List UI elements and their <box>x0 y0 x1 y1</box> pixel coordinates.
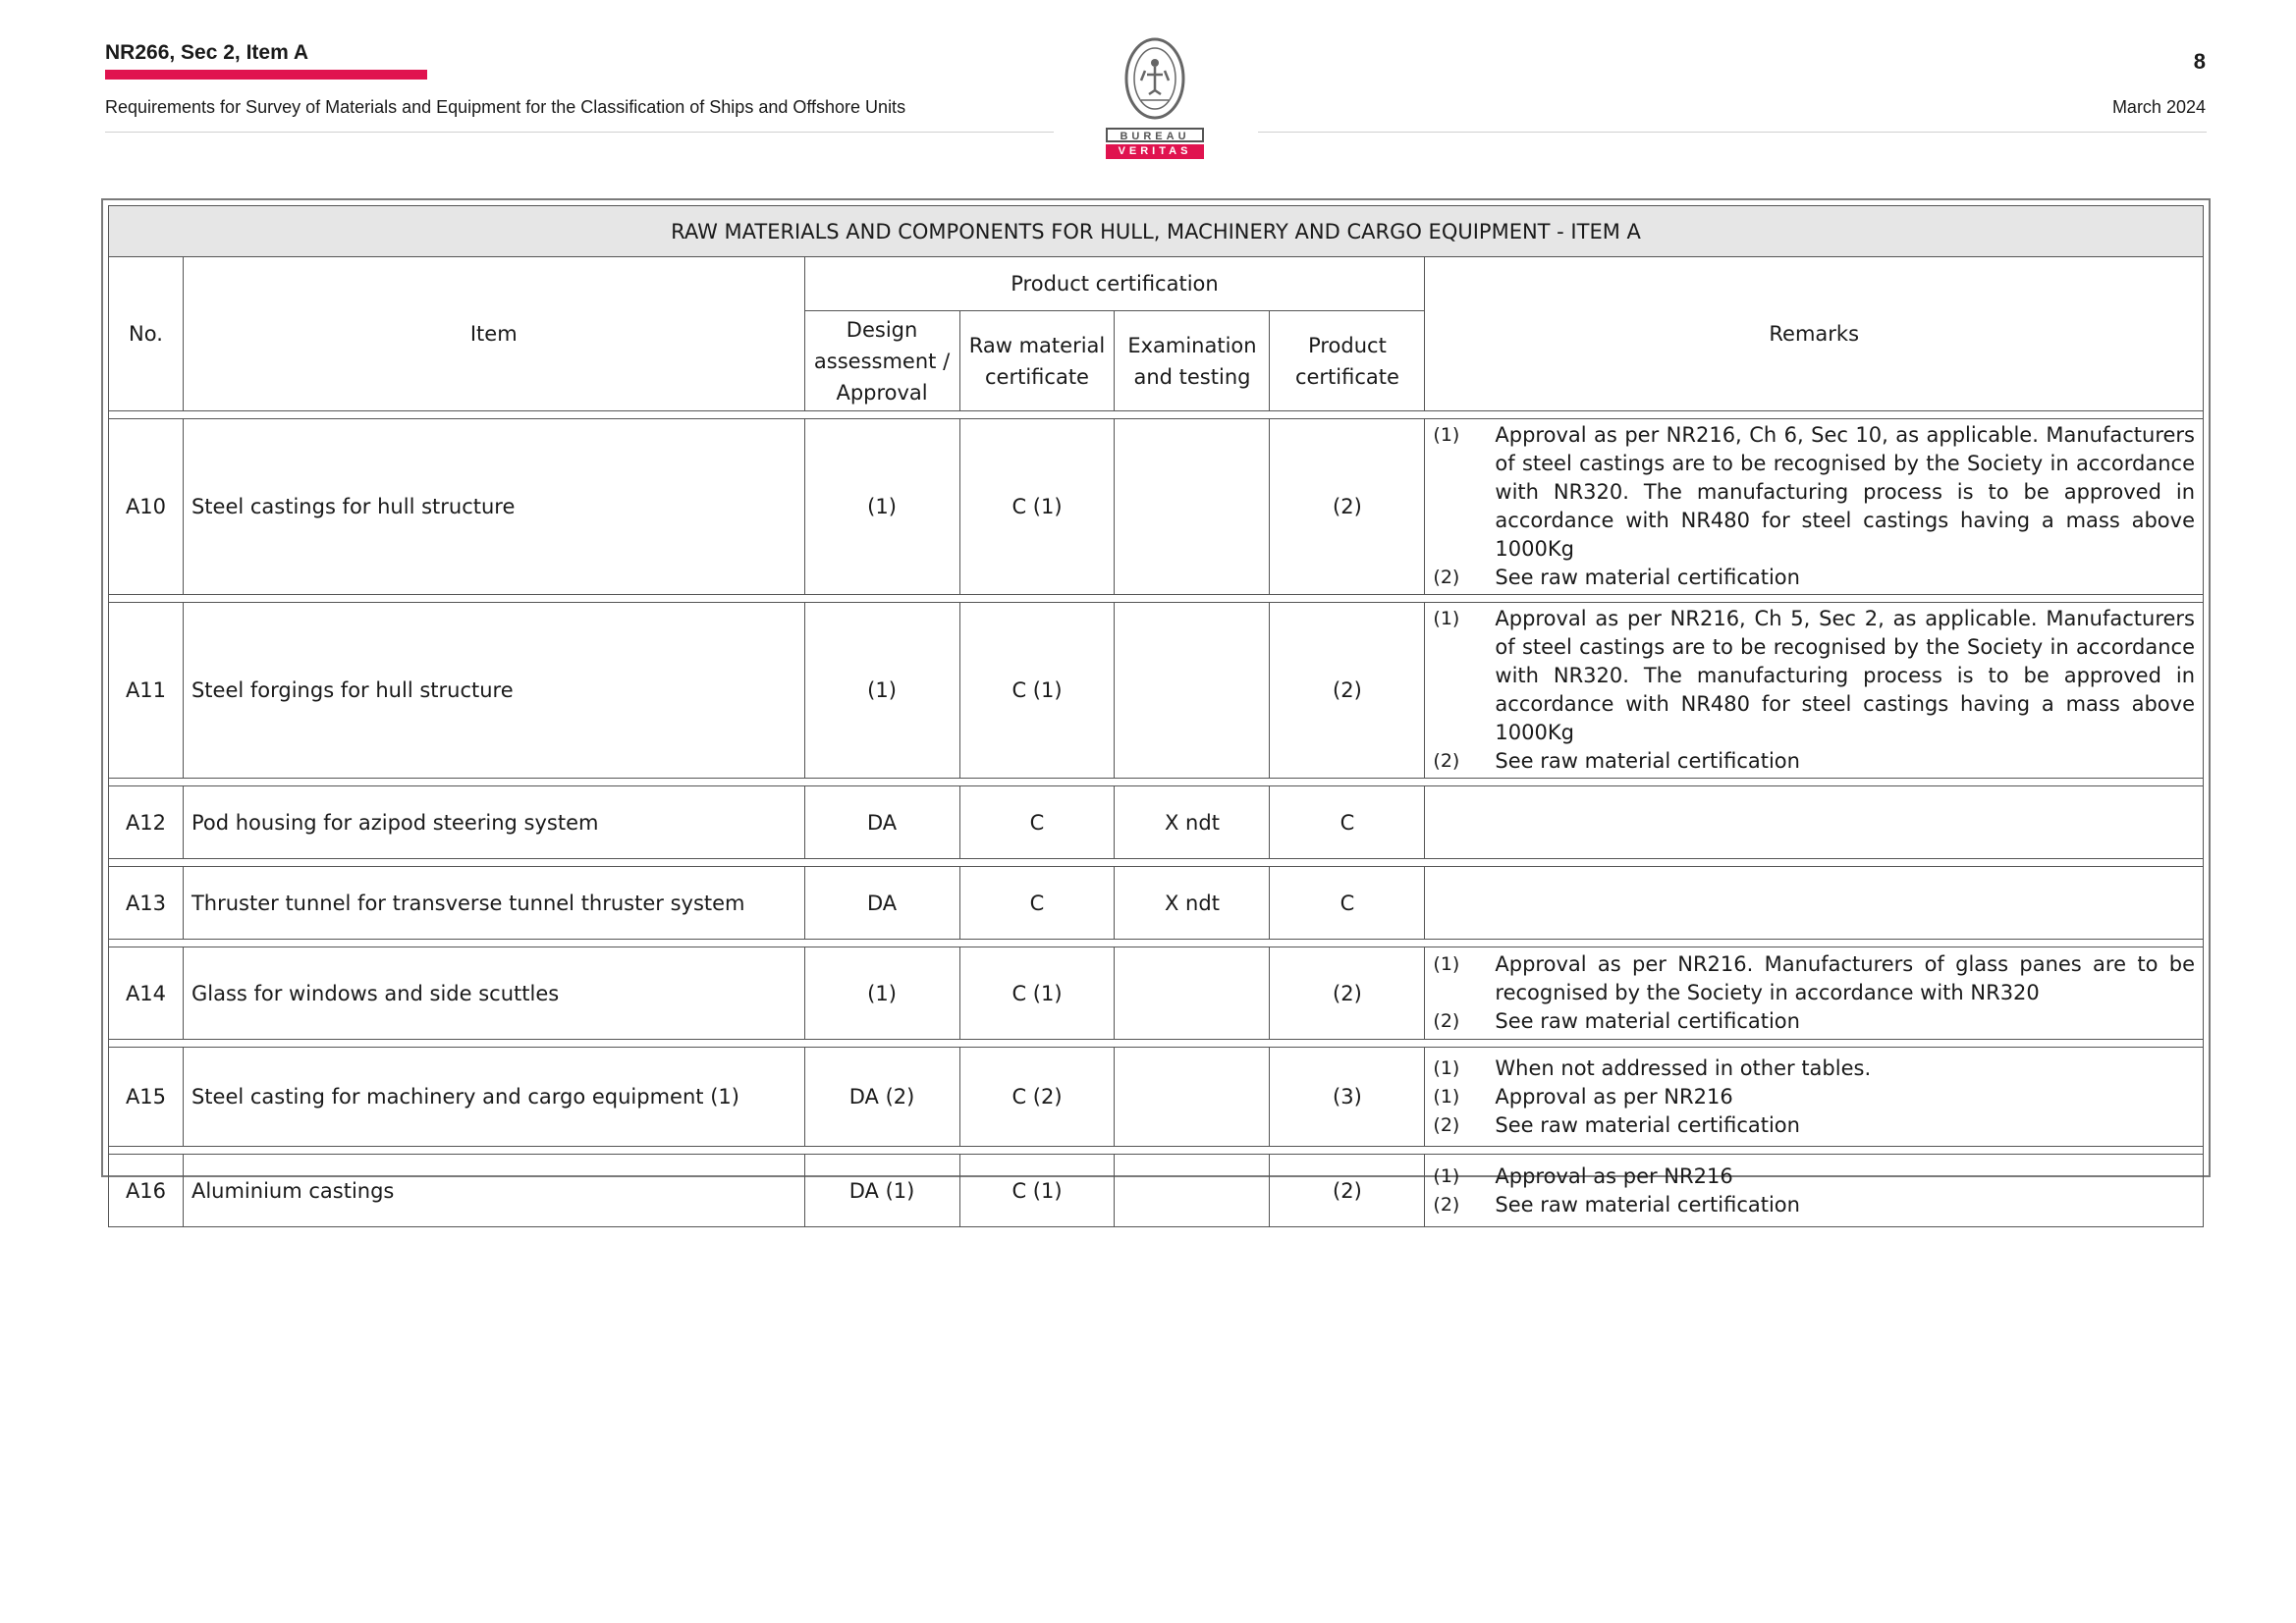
row-separator <box>109 779 2204 786</box>
logo-wordmark-bottom: VERITAS <box>1106 144 1204 159</box>
document-subtitle: Requirements for Survey of Materials and Equipment for the Classification of Ships and Offshore Units <box>105 97 906 117</box>
row-separator-cell <box>109 595 2204 603</box>
remark-number: (1) <box>1433 1085 1460 1108</box>
remark-line <box>1433 1191 2195 1219</box>
row-separator-cell <box>109 1040 2204 1048</box>
row-examination: X ndt <box>1115 867 1270 940</box>
row-product-certificate: (2) <box>1270 1155 1425 1227</box>
header-remarks: Remarks <box>1425 257 2204 411</box>
document-reference: NR266, Sec 2, Item A <box>105 41 308 64</box>
header-rule-left <box>105 132 1054 133</box>
row-item: Glass for windows and side scuttles <box>183 947 804 1040</box>
publication-date: March 2024 <box>2111 97 2206 117</box>
row-examination <box>1115 1048 1270 1147</box>
table-title: RAW MATERIALS AND COMPONENTS FOR HULL, MACHINERY AND CARGO EQUIPMENT - ITEM A <box>109 206 2204 257</box>
row-item: Steel casting for machinery and cargo equipment (1) <box>183 1048 804 1147</box>
row-remarks <box>1425 867 2204 940</box>
row-raw-material: C (1) <box>959 419 1115 595</box>
row-separator <box>109 1147 2204 1155</box>
remark-text: Approval as per NR216. Manufacturers of glass panes are to be recognised by the Society in accordance with NR320 <box>1495 952 2195 1004</box>
row-product-certificate: (2) <box>1270 947 1425 1040</box>
row-number: A12 <box>109 786 184 859</box>
row-raw-material: C (1) <box>959 947 1115 1040</box>
row-separator <box>109 940 2204 947</box>
row-separator-cell <box>109 411 2204 419</box>
remark-text: When not addressed in other tables. <box>1495 1055 1872 1080</box>
remark-text: Approval as per NR216, Ch 6, Sec 10, as applicable. Manufacturers of steel castings are to be recognised by the Society in accordance with NR320. The manufacturing process is to be approved in accordance with NR480 for steel castings having a mass above 1000Kg <box>1495 423 2195 561</box>
remark-line <box>1433 1055 2195 1083</box>
row-separator-cell <box>109 779 2204 786</box>
row-number: A15 <box>109 1048 184 1147</box>
table-row <box>109 947 2204 1040</box>
row-design-assessment: DA (2) <box>804 1048 959 1147</box>
seal-icon <box>1123 37 1186 122</box>
remark-line <box>1433 605 2195 747</box>
header-rule-right <box>1258 132 2207 133</box>
row-examination <box>1115 1155 1270 1227</box>
remark-number: (2) <box>1433 1113 1460 1136</box>
row-separator-cell <box>109 859 2204 867</box>
header-product-certificate: Product certificate <box>1270 311 1425 411</box>
header-product-certification: Product certification <box>804 257 1425 311</box>
remark-text: Approval as per NR216 <box>1495 1163 1733 1188</box>
row-number: A14 <box>109 947 184 1040</box>
row-raw-material: C (2) <box>959 1048 1115 1147</box>
row-number: A13 <box>109 867 184 940</box>
table-row <box>109 867 2204 940</box>
remark-line <box>1433 950 2195 1007</box>
header-examination: Examination and testing <box>1115 311 1270 411</box>
remark-number: (1) <box>1433 1164 1460 1187</box>
remark-number: (2) <box>1433 1010 1460 1032</box>
row-product-certificate: (2) <box>1270 603 1425 779</box>
row-separator <box>109 411 2204 419</box>
requirements-table <box>108 205 2204 1227</box>
table-row <box>109 1155 2204 1227</box>
header-item: Item <box>183 257 804 411</box>
row-item: Thruster tunnel for transverse tunnel thruster system <box>183 867 804 940</box>
row-design-assessment: (1) <box>804 947 959 1040</box>
row-raw-material: C (1) <box>959 603 1115 779</box>
row-remarks <box>1425 419 2204 595</box>
row-examination: X ndt <box>1115 786 1270 859</box>
remark-text: See raw material certification <box>1495 749 1800 773</box>
row-examination <box>1115 419 1270 595</box>
accent-bar <box>105 70 427 80</box>
row-raw-material: C <box>959 786 1115 859</box>
row-item: Steel castings for hull structure <box>183 419 804 595</box>
row-separator <box>109 859 2204 867</box>
row-product-certificate: C <box>1270 786 1425 859</box>
row-design-assessment: (1) <box>804 419 959 595</box>
logo-wordmark-top: BUREAU <box>1106 128 1204 142</box>
row-design-assessment: (1) <box>804 603 959 779</box>
table-row <box>109 786 2204 859</box>
row-raw-material: C (1) <box>959 1155 1115 1227</box>
row-product-certificate: C <box>1270 867 1425 940</box>
page-number: 8 <box>2193 49 2206 74</box>
row-separator <box>109 1040 2204 1048</box>
row-remarks <box>1425 603 2204 779</box>
table-body <box>109 411 2204 1227</box>
remark-line <box>1433 1111 2195 1140</box>
table-row <box>109 603 2204 779</box>
row-design-assessment: DA <box>804 867 959 940</box>
remark-number: (2) <box>1433 1193 1460 1216</box>
bureau-veritas-logo <box>1106 37 1204 163</box>
row-item: Pod housing for azipod steering system <box>183 786 804 859</box>
remark-line <box>1433 1083 2195 1111</box>
row-examination <box>1115 947 1270 1040</box>
row-number: A10 <box>109 419 184 595</box>
remark-line <box>1433 1007 2195 1036</box>
remark-line <box>1433 1163 2195 1191</box>
row-design-assessment: DA <box>804 786 959 859</box>
row-separator <box>109 595 2204 603</box>
remark-number: (1) <box>1433 953 1460 975</box>
row-remarks <box>1425 1155 2204 1227</box>
header-design-assessment: Design assessment / Approval <box>804 311 959 411</box>
remark-text: See raw material certification <box>1495 1112 1800 1137</box>
remark-text: See raw material certification <box>1495 566 1800 589</box>
table-row <box>109 1048 2204 1147</box>
table-row <box>109 419 2204 595</box>
row-remarks <box>1425 786 2204 859</box>
row-remarks <box>1425 1048 2204 1147</box>
remark-number: (1) <box>1433 1056 1460 1079</box>
row-number: A11 <box>109 603 184 779</box>
remark-text: Approval as per NR216, Ch 5, Sec 2, as applicable. Manufacturers of steel castings are to be recognised by the Society in accordance with NR320. The manufacturing process is to be approved in accordance with NR480 for steel castings having a mass above 1000Kg <box>1495 607 2195 744</box>
row-examination <box>1115 603 1270 779</box>
row-remarks <box>1425 947 2204 1040</box>
row-product-certificate: (3) <box>1270 1048 1425 1147</box>
remark-line <box>1433 747 2195 776</box>
remark-number: (2) <box>1433 567 1460 588</box>
remark-text: Approval as per NR216 <box>1495 1084 1733 1109</box>
header-raw-material: Raw material certificate <box>959 311 1115 411</box>
row-separator-cell <box>109 940 2204 947</box>
row-raw-material: C <box>959 867 1115 940</box>
row-item: Aluminium castings <box>183 1155 804 1227</box>
header-no: No. <box>109 257 184 411</box>
remark-line <box>1433 421 2195 564</box>
remark-text: See raw material certification <box>1495 1192 1800 1217</box>
remark-number: (2) <box>1433 750 1460 772</box>
remark-number: (1) <box>1433 424 1460 446</box>
row-separator-cell <box>109 1147 2204 1155</box>
remark-line <box>1433 564 2195 592</box>
row-item: Steel forgings for hull structure <box>183 603 804 779</box>
row-product-certificate: (2) <box>1270 419 1425 595</box>
remark-text: See raw material certification <box>1495 1009 1800 1033</box>
remark-number: (1) <box>1433 608 1460 629</box>
row-design-assessment: DA (1) <box>804 1155 959 1227</box>
row-number: A16 <box>109 1155 184 1227</box>
